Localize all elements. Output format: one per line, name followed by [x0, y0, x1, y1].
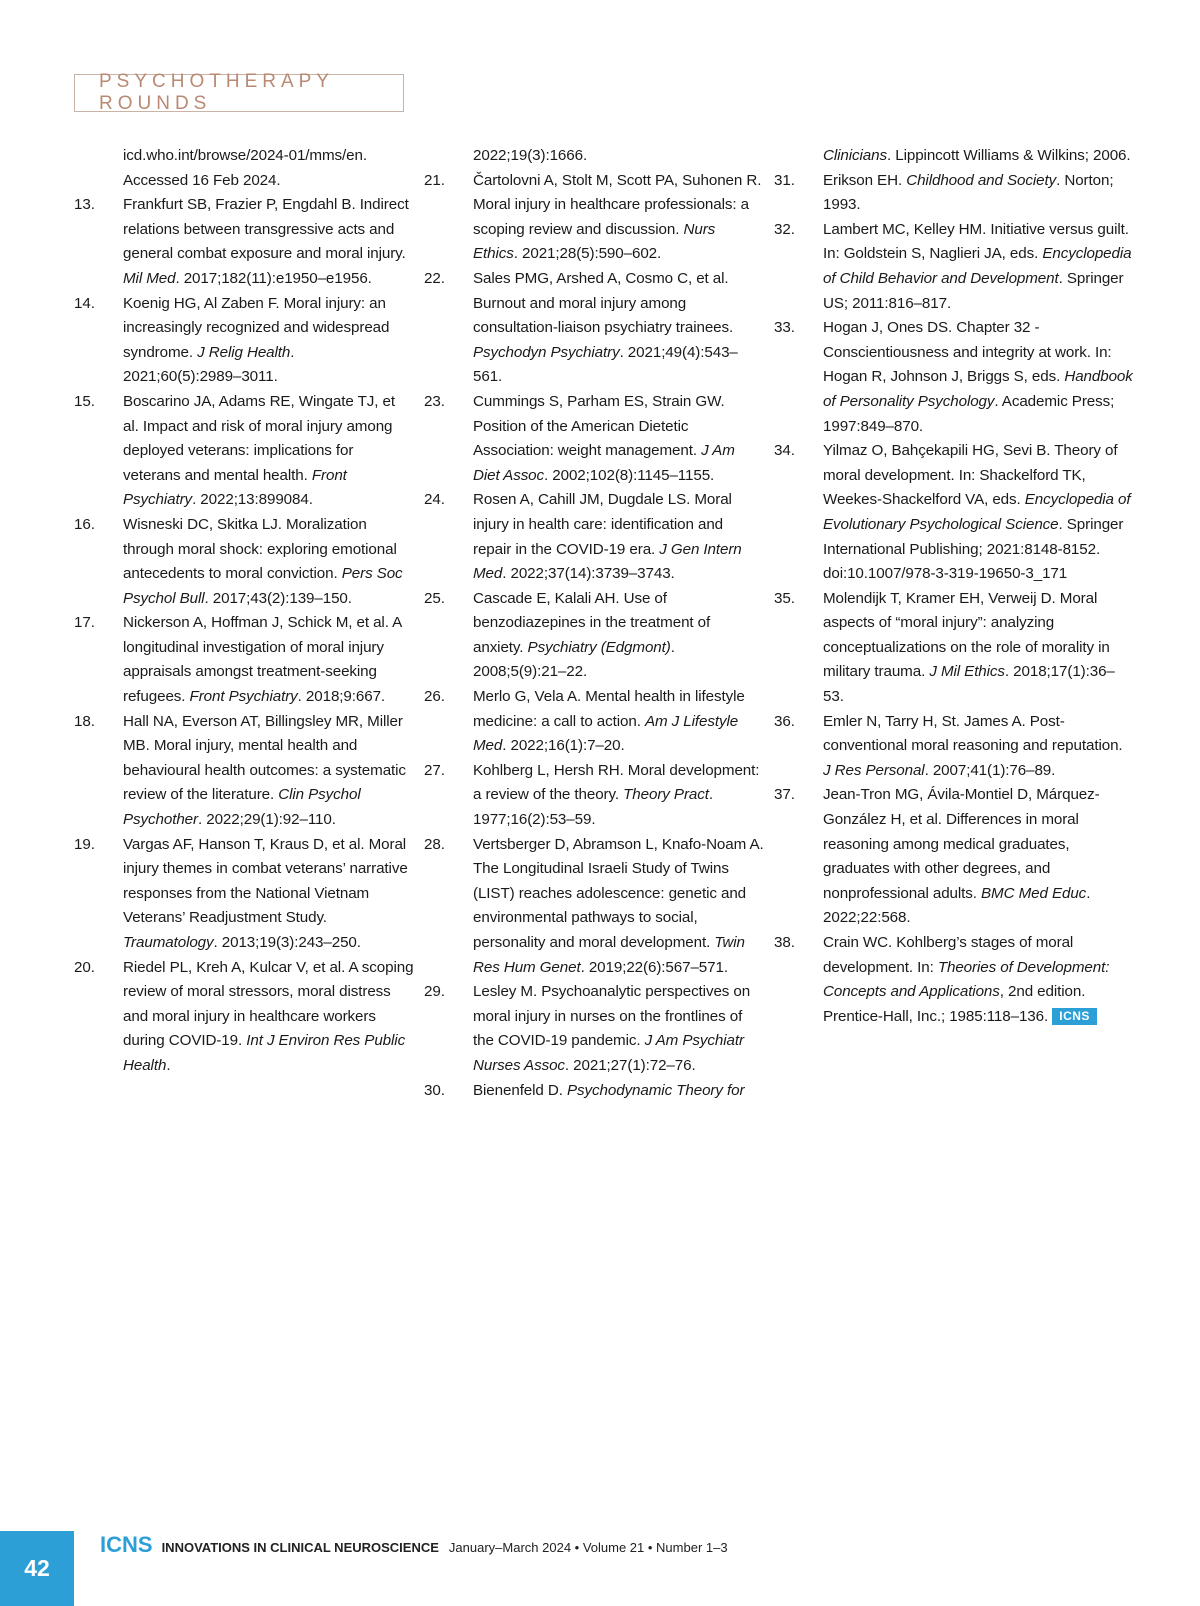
reference-item [774, 316, 1134, 439]
reference-number: 24. [424, 491, 445, 509]
reference-number: 23. [424, 392, 445, 410]
reference-number: 19. [74, 835, 95, 853]
reference-text: Lesley M. Psychoanalytic perspectives on moral injury in nurses on the frontlines of the COVID-19 pandemic. J Am Psychiatr Nurses Assoc. 2021;27(1):72–76. [473, 983, 751, 1074]
reference-item [74, 144, 414, 193]
reference-number: 28. [424, 835, 445, 853]
references-column-2 [424, 144, 764, 1103]
reference-text: icd.who.int/browse/2024-01/mms/en. Accessed 16 Feb 2024. [123, 147, 367, 189]
reference-number: 26. [424, 688, 445, 706]
reference-item [774, 144, 1134, 169]
reference-item [74, 513, 414, 611]
reference-number: 32. [774, 220, 795, 238]
reference-item [74, 956, 414, 1079]
reference-number: 16. [74, 515, 95, 533]
journal-title: INNOVATIONS IN CLINICAL NEUROSCIENCE [161, 1540, 439, 1555]
reference-item [424, 488, 764, 586]
reference-item [424, 267, 764, 390]
reference-number: 18. [74, 712, 95, 730]
reference-item [774, 931, 1134, 1029]
reference-item [424, 144, 764, 169]
reference-item [74, 193, 414, 291]
reference-text: Cummings S, Parham ES, Strain GW. Position of the American Dietetic Association: weight management. J Am Diet Assoc. 2002;102(8):1145–1155. [473, 392, 735, 484]
reference-number: 14. [74, 294, 95, 312]
reference-item [74, 292, 414, 390]
reference-text: Merlo G, Vela A. Mental health in lifestyle medicine: a call to action. Am J Lifestyle Med. 2022;16(1):7–20. [473, 688, 745, 755]
reference-number: 35. [774, 589, 795, 607]
reference-number: 38. [774, 934, 795, 951]
reference-text: Bienenfeld D. Psychodynamic Theory for [473, 1081, 745, 1099]
references-column-3 [774, 144, 1134, 1029]
reference-text: Hall NA, Everson AT, Billingsley MR, Miller MB. Moral injury, mental health and behavioural health outcomes: a systematic review of the literature. Clin Psychol Psychother. 2022;29(1):92–110. [123, 712, 406, 829]
reference-item [774, 710, 1134, 784]
reference-item [424, 587, 764, 685]
reference-text: Čartolovni A, Stolt M, Scott PA, Suhonen R. Moral injury in healthcare professionals: a scoping review and discussion. Nurs Ethics. 2021;28(5):590–602. [473, 171, 762, 263]
reference-item [424, 1079, 764, 1104]
reference-number: 25. [424, 589, 445, 607]
reference-number [774, 144, 823, 169]
reference-number: 33. [774, 319, 795, 337]
reference-text: Crain WC. Kohlberg’s stages of moral development. In: Theories of Development: Concepts and Applications, 2nd edition. Prentice-Hall, Inc.; 1985:118–136. ICNS [823, 934, 1110, 1025]
reference-number: 31. [774, 171, 795, 189]
reference-text: Molendijk T, Kramer EH, Verweij D. Moral aspects of “moral injury”: analyzing conceptualizations on the role of morality in military trauma. J Mil Ethics. 2018;17(1):36–53. [823, 589, 1115, 706]
reference-text: Boscarino JA, Adams RE, Wingate TJ, et al. Impact and risk of moral injury among deployed veterans: implications for veterans and mental health. Front Psychiatry. 2022;13:899084. [123, 392, 395, 509]
reference-number: 27. [424, 761, 445, 779]
reference-number: 30. [424, 1081, 445, 1099]
reference-text: Koenig HG, Al Zaben F. Moral injury: an increasingly recognized and widespread syndrome. J Relig Health. 2021;60(5):2989–3011. [123, 294, 390, 386]
reference-number: 29. [424, 983, 445, 1001]
reference-text: Rosen A, Cahill JM, Dugdale LS. Moral injury in health care: identification and repair in the COVID-19 era. J Gen Intern Med. 2022;37(14):3739–3743. [473, 491, 742, 583]
reference-number: 22. [424, 269, 445, 287]
reference-text: Sales PMG, Arshed A, Cosmo C, et al. Burnout and moral injury among consultation-liaison psychiatry trainees. Psychodyn Psychiatry. 2021;49(4):543–561. [473, 269, 738, 386]
reference-text: Clinicians. Lippincott Williams & Wilkins; 2006. [823, 147, 1131, 164]
reference-item [424, 685, 764, 759]
reference-number: 36. [774, 712, 795, 730]
reference-text: Yilmaz O, Bahçekapili HG, Sevi B. Theory of moral development. In: Shackelford TK, Weekes-Shackelford VA, eds. Encyclopedia of Evolutionary Psychological Science. Springer International Publishing; 2021:8148-8152. doi:10.1007/978-3-319-19650-3_171 [823, 442, 1131, 583]
section-label: PSYCHOTHERAPY ROUNDS [74, 74, 404, 112]
reference-text: Wisneski DC, Skitka LJ. Moralization through moral shock: exploring emotional antecedents to moral conviction. Pers Soc Psychol Bull. 2017;43(2):139–150. [123, 515, 403, 607]
reference-text: Lambert MC, Kelley HM. Initiative versus guilt. In: Goldstein S, Naglieri JA, eds. Encyclopedia of Child Behavior and Development. Springer US; 2011:816–817. [823, 220, 1132, 312]
reference-number: 17. [74, 614, 95, 632]
reference-text: Erikson EH. Childhood and Society. Norton; 1993. [823, 171, 1114, 214]
reference-item [74, 710, 414, 833]
reference-text: 2022;19(3):1666. [473, 147, 588, 164]
reference-number: 34. [774, 442, 795, 460]
references-column-1 [74, 144, 414, 1079]
reference-item [74, 833, 414, 956]
end-of-article-badge: ICNS [1052, 1008, 1097, 1025]
reference-text: Cascade E, Kalali AH. Use of benzodiazepines in the treatment of anxiety. Psychiatry (Edgmont). 2008;5(9):21–22. [473, 589, 711, 681]
reference-text: Riedel PL, Kreh A, Kulcar V, et al. A scoping review of moral stressors, moral distress and moral injury in healthcare workers during COVID-19. Int J Environ Res Public Health. [123, 958, 414, 1074]
reference-item [774, 439, 1134, 587]
reference-item [424, 833, 764, 981]
footer [100, 1532, 728, 1560]
reference-item [74, 611, 414, 709]
reference-item [774, 218, 1134, 316]
reference-item [74, 390, 414, 513]
issue-info: January–March 2024 • Volume 21 • Number 1–3 [448, 1540, 728, 1555]
reference-number [424, 144, 473, 169]
reference-text: Frankfurt SB, Frazier P, Engdahl B. Indirect relations between transgressive acts and general combat exposure and moral injury. Mil Med. 2017;182(11):e1950–e1956. [123, 196, 409, 287]
reference-item [774, 169, 1134, 218]
reference-text: Vargas AF, Hanson T, Kraus D, et al. Moral injury themes in combat veterans’ narrative responses from the National Vietnam Veterans’ Readjustment Study. Traumatology. 2013;19(3):243–250. [123, 835, 408, 951]
reference-item [424, 169, 764, 267]
reference-number: 37. [774, 786, 795, 804]
reference-number: 21. [424, 171, 445, 189]
reference-number: 15. [74, 392, 95, 410]
reference-item [424, 390, 764, 488]
journal-logo: ICNS [100, 1532, 153, 1557]
reference-item [774, 587, 1134, 710]
reference-number: 20. [74, 958, 95, 976]
reference-text: Jean-Tron MG, Ávila-Montiel D, Márquez-González H, et al. Differences in moral reasoning among medical graduates, graduates with other degrees, and nonprofessional adults. BMC Med Educ. 2022;22:568. [823, 786, 1100, 927]
reference-text: Kohlberg L, Hersh RH. Moral development: a review of the theory. Theory Pract. 1977;16(2):53–59. [473, 761, 760, 829]
reference-text: Emler N, Tarry H, St. James A. Post-conventional moral reasoning and reputation. J Res Personal. 2007;41(1):76–89. [823, 712, 1123, 779]
reference-text: Vertsberger D, Abramson L, Knafo-Noam A. The Longitudinal Israeli Study of Twins (LIST) reaches adolescence: genetic and environmental pathways to social, personality and moral development. Twin Res Hum Genet. 2019;22(6):567–571. [473, 835, 764, 976]
reference-item [424, 759, 764, 833]
reference-text: Hogan J, Ones DS. Chapter 32 - Conscientiousness and integrity at work. In: Hogan R, Johnson J, Briggs S, eds. Handbook of Personality Psychology. Academic Press; 1997:849–870. [823, 319, 1133, 435]
reference-number [74, 144, 123, 193]
reference-text: Nickerson A, Hoffman J, Schick M, et al. A longitudinal investigation of moral injury appraisals amongst treatment-seeking refugees. Front Psychiatry. 2018;9:667. [123, 614, 402, 706]
page-number: 42 [0, 1531, 74, 1606]
reference-item [774, 783, 1134, 931]
reference-item [424, 980, 764, 1078]
reference-number: 13. [74, 196, 95, 214]
